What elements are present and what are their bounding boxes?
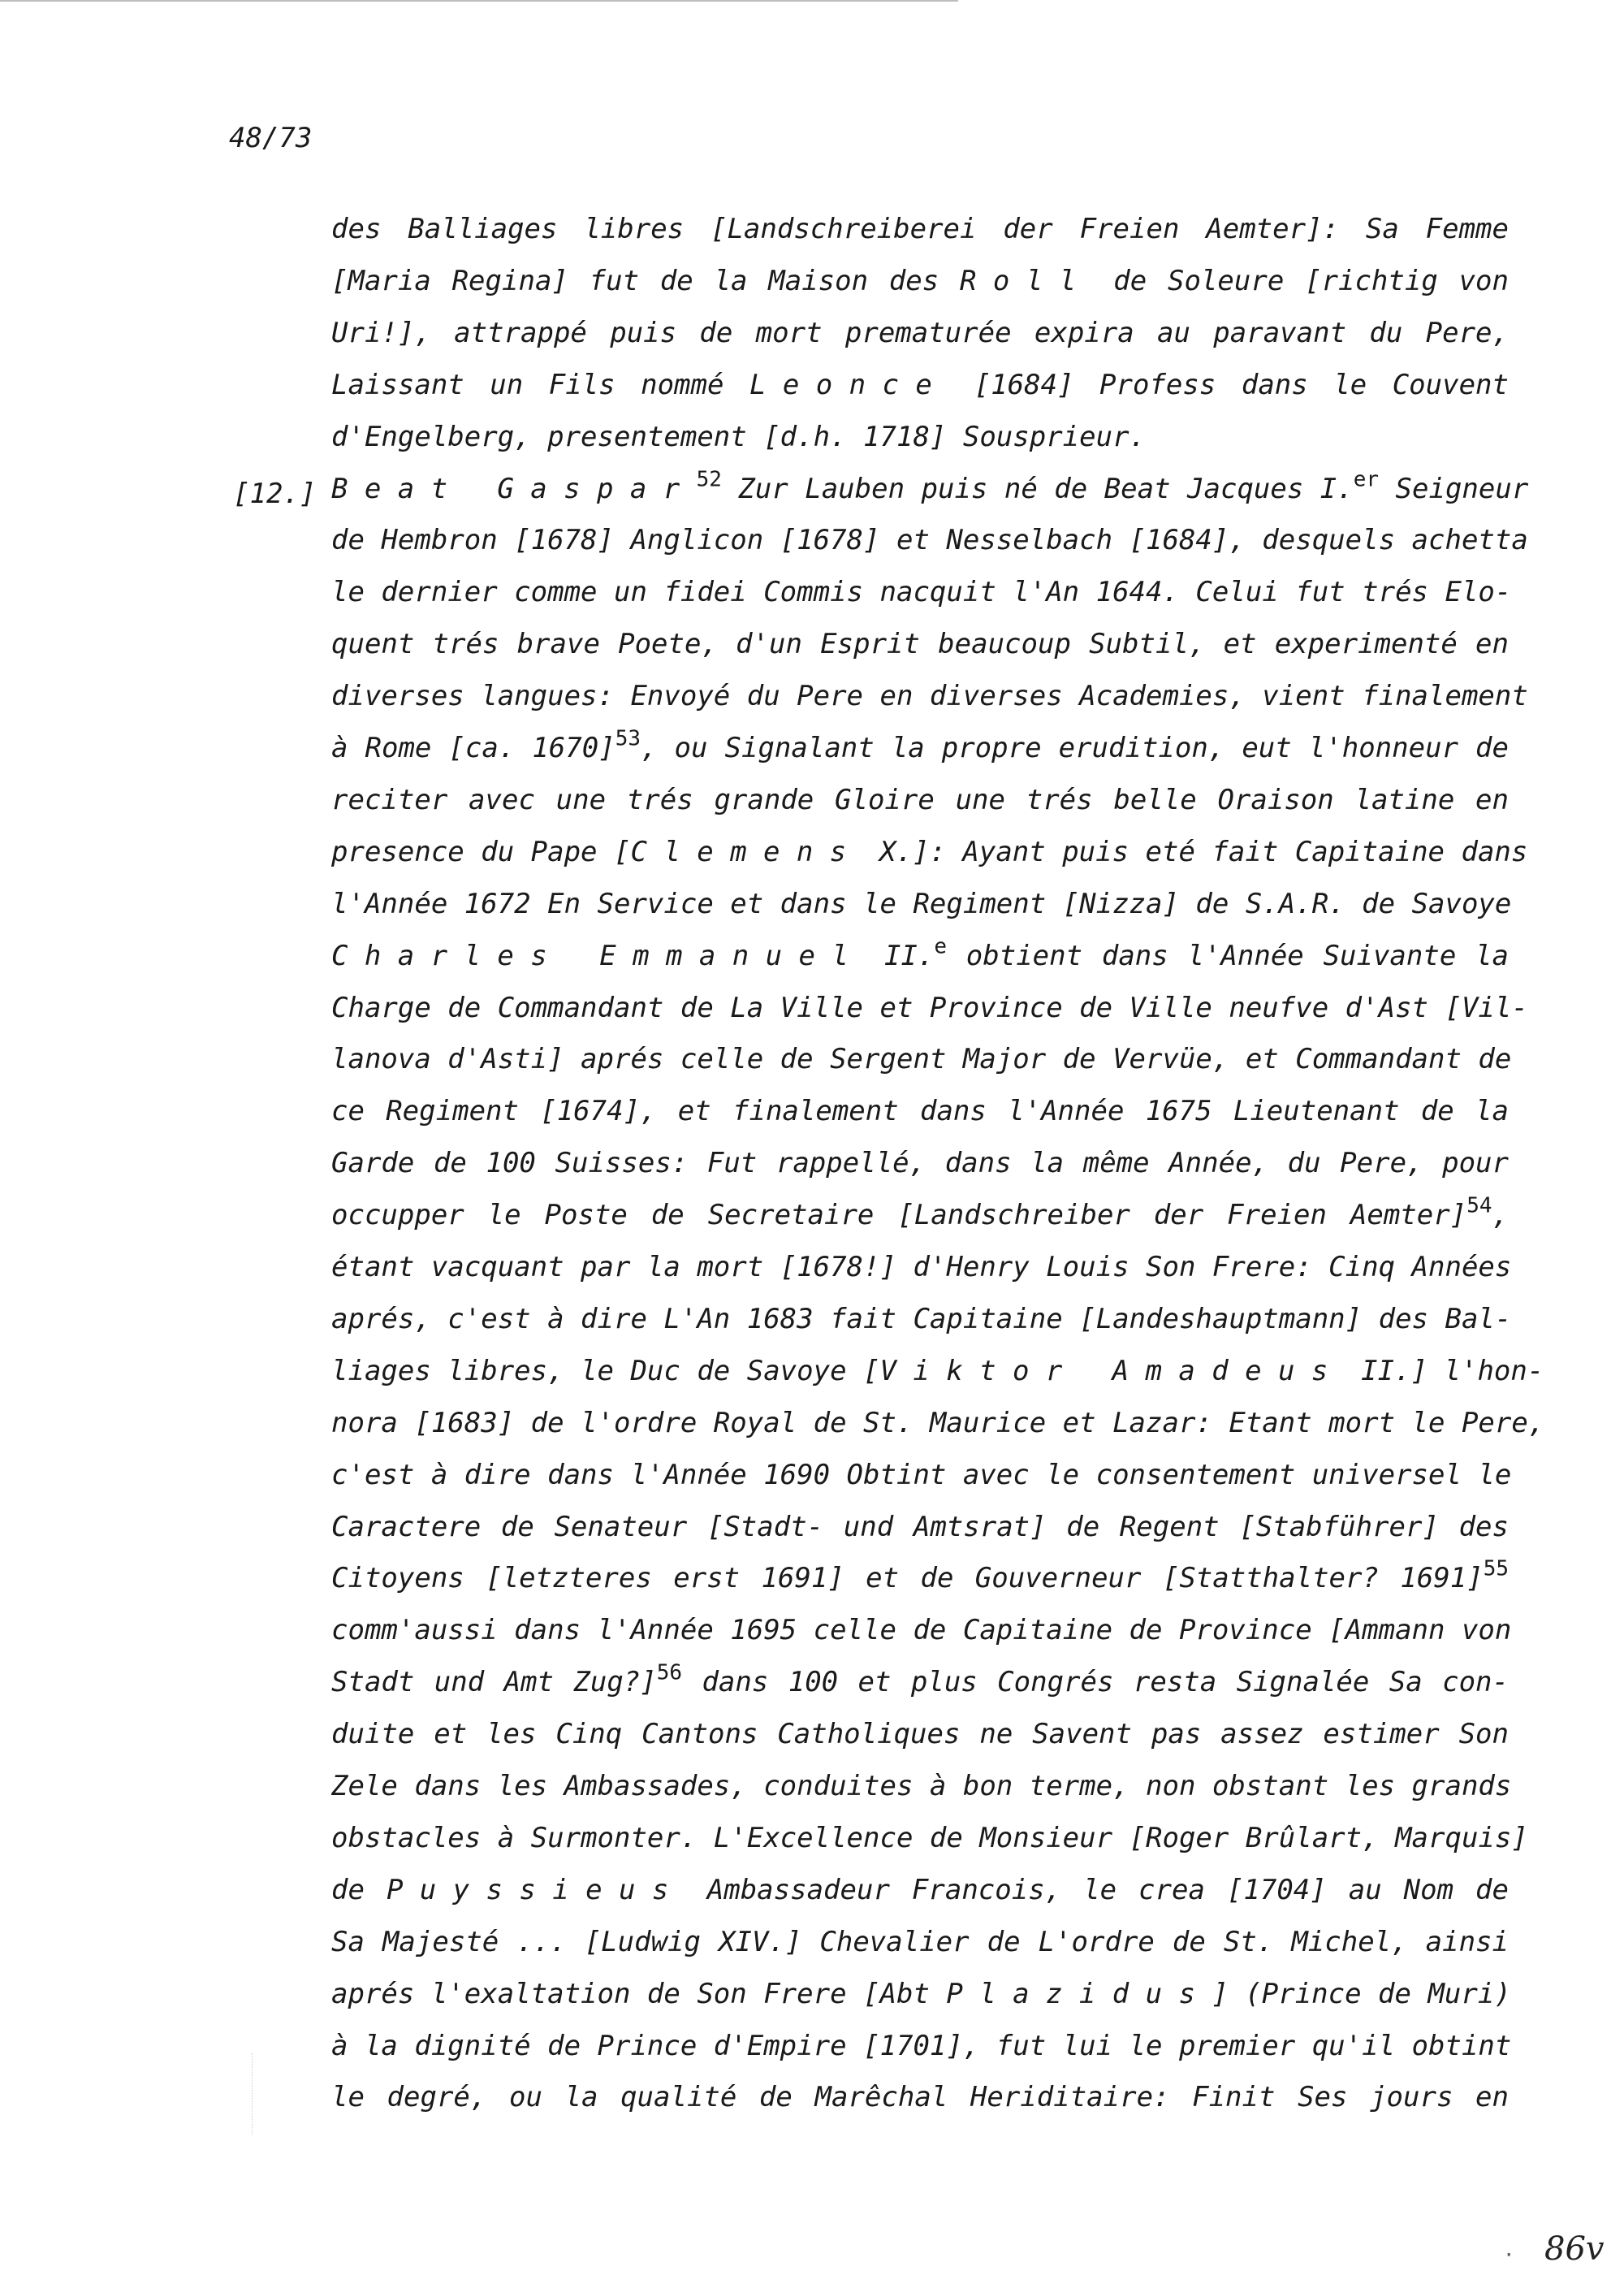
footnote-ref: 53 bbox=[615, 726, 641, 751]
text-span: Uri!], attrappé puis de mort prematurée expira au paravant du Pere, bbox=[331, 316, 1509, 349]
text-line bbox=[331, 835, 1528, 868]
text-line bbox=[331, 1510, 1509, 1543]
text-span: Zele dans les Ambassades, conduites à bon terme, non obstant les grands bbox=[331, 1770, 1512, 1802]
footnote-ref: e bbox=[934, 934, 948, 959]
text-span: c'est à dire dans l'Année 1690 Obtint avec le consentement universel le bbox=[331, 1458, 1512, 1491]
text-line bbox=[331, 576, 1512, 609]
text-span: aprés, c'est à dire L'An 1683 fait Capitaine [Landeshauptmann] des Bal- bbox=[331, 1302, 1512, 1335]
text-span: Laissant un Fils nommé bbox=[331, 368, 749, 401]
text-line bbox=[331, 1302, 1512, 1335]
text-span: étant vacquant par la mort [1678!] d'Henry Louis Son Frere: Cinq Années bbox=[331, 1251, 1512, 1283]
margin-mark bbox=[252, 2053, 264, 2135]
text-line bbox=[331, 264, 1509, 297]
text-line bbox=[331, 368, 1509, 401]
text-span: Garde de 100 Suisses: Fut rappellé, dans la même Année, du Pere, pour bbox=[331, 1147, 1509, 1180]
top-edge-rule bbox=[0, 0, 958, 2]
text-line bbox=[331, 1925, 1509, 1958]
text-span: Sa Majesté ... [Ludwig XIV.] Chevalier de L'ordre de St. Michel, ainsi bbox=[331, 1925, 1509, 1958]
text-line bbox=[331, 420, 1509, 453]
text-span: Citoyens [letzteres erst 1691] et de Gouverneur [Statthalter? 1691] bbox=[331, 1562, 1484, 1595]
text-span: diverses langues: Envoyé du Pere en diverses Academies, vient finalement bbox=[331, 680, 1528, 713]
text-span: , ou Signalant la propre erudition, eut l'honneur de bbox=[641, 732, 1509, 764]
text-span: l'Année 1672 En Service et dans le Regiment [Nizza] de S.A.R. de Savoye bbox=[331, 887, 1512, 920]
text-span: [Maria Regina] fut de la Maison des bbox=[331, 264, 961, 297]
text-line bbox=[331, 628, 1509, 661]
text-line bbox=[331, 726, 1509, 764]
text-span: de bbox=[331, 1873, 387, 1906]
paragraph-number: [12.] bbox=[233, 478, 317, 510]
text-line bbox=[331, 467, 1529, 505]
footnote-ref: er bbox=[1353, 467, 1380, 492]
text-line bbox=[331, 1660, 1509, 1699]
text-span: Charge de Commandant de La Ville et Province de Ville neufve d'Ast [Vil- bbox=[331, 991, 1528, 1024]
text-line bbox=[331, 1977, 1511, 2010]
text-span: duite et les Cinq Cantons Catholiques ne Savent pas assez estimer Son bbox=[331, 1718, 1509, 1751]
text-span: II.] l'hon- bbox=[1344, 1354, 1544, 1387]
spaced-name: Beat Gaspar bbox=[331, 472, 697, 505]
text-line bbox=[331, 1873, 1509, 1906]
text-span: comm'aussi dans l'Année 1695 celle de Capitaine de Province [Ammann von bbox=[331, 1614, 1512, 1647]
spaced-name: Viktor Amadeus bbox=[879, 1354, 1345, 1387]
text-line bbox=[331, 1718, 1509, 1751]
text-span: reciter avec une trés grande Gloire une trés belle Oraison latine en bbox=[331, 783, 1509, 816]
margin-dot: · bbox=[1503, 2243, 1515, 2266]
text-span: Ambassadeur Francois, le crea [1704] au Nom de bbox=[685, 1873, 1509, 1906]
text-span: liages libres, le Duc de Savoye [ bbox=[331, 1354, 880, 1387]
text-span: presence du Pape [ bbox=[331, 835, 631, 868]
text-line bbox=[331, 2081, 1509, 2114]
text-line bbox=[331, 680, 1528, 713]
text-span: nora [1683] de l'ordre Royal de St. Maurice et Lazar: Etant mort le Pere, bbox=[331, 1406, 1545, 1439]
text-line bbox=[331, 1406, 1545, 1439]
text-line bbox=[331, 887, 1512, 920]
text-span: d'Engelberg, presentement [d.h. 1718] Sousprieur. bbox=[331, 420, 1147, 453]
text-span: lanova d'Asti] aprés celle de Sergent Major de Vervüe, et Commandant de bbox=[331, 1043, 1512, 1076]
text-span: X.]: Ayant puis eté fait Capitaine dans bbox=[862, 835, 1528, 868]
spaced-name: Puyssieus bbox=[386, 1873, 685, 1906]
text-span: , bbox=[1492, 1199, 1509, 1232]
folio-note: 86v bbox=[1544, 2230, 1605, 2268]
text-line bbox=[331, 783, 1509, 816]
text-span: le dernier comme un fidei Commis nacquit l'An 1644. Celui fut trés Elo- bbox=[331, 576, 1512, 609]
text-line bbox=[331, 1095, 1509, 1128]
text-line bbox=[331, 991, 1528, 1024]
page-number: 48/73 bbox=[229, 122, 313, 154]
footnote-ref: 52 bbox=[696, 467, 722, 492]
text-span: ce Regiment [1674], et finalement dans l'Année 1675 Lieutenant de la bbox=[331, 1095, 1509, 1128]
text-line bbox=[331, 316, 1509, 349]
text-line bbox=[331, 1193, 1509, 1232]
spaced-name: Clemens bbox=[630, 835, 863, 868]
text-span: de Hembron [1678] Anglicon [1678] et Nesselbach [1684], desquels achetta bbox=[331, 524, 1528, 557]
text-span: le degré, ou la qualité de Marêchal Heriditaire: Finit Ses jours en bbox=[331, 2081, 1509, 2114]
text-span: [1684] Profess dans le Couvent bbox=[948, 368, 1509, 401]
text-line bbox=[331, 1458, 1512, 1491]
text-span: dans 100 et plus Congrés resta Signalée Sa con- bbox=[682, 1666, 1509, 1699]
text-span: Stadt und Amt Zug?] bbox=[331, 1666, 657, 1699]
text-line bbox=[331, 1770, 1512, 1802]
text-line bbox=[331, 1354, 1544, 1387]
text-line bbox=[331, 1557, 1509, 1595]
spaced-name: Charles Emmanuel bbox=[331, 939, 866, 972]
text-span: obtient dans l'Année Suivante la bbox=[947, 939, 1509, 972]
text-span: à Rome [ca. 1670] bbox=[331, 732, 615, 764]
text-span: Caractere de Senateur [Stadt- und Amtsrat] de Regent [Stabführer] des bbox=[331, 1510, 1509, 1543]
spaced-name: Leonce bbox=[749, 368, 949, 401]
text-span: quent trés brave Poete, d'un Esprit beaucoup Subtil, et experimenté en bbox=[331, 628, 1509, 661]
spaced-name: Plazidus bbox=[946, 1977, 1212, 2010]
text-span: occupper le Poste de Secretaire [Landschreiber der Freien Aemter] bbox=[331, 1199, 1467, 1232]
text-span: obstacles à Surmonter. L'Excellence de Monsieur [Roger Brûlart, Marquis] bbox=[331, 1821, 1528, 1854]
text-line bbox=[331, 1147, 1509, 1180]
text-line bbox=[331, 1614, 1512, 1647]
text-line bbox=[331, 2029, 1512, 2062]
text-span: de Soleure [richtig von bbox=[1092, 264, 1509, 297]
text-line bbox=[331, 215, 1509, 243]
text-span: Zur Lauben puis né de Beat Jacques I. bbox=[721, 472, 1354, 505]
text-line bbox=[331, 1251, 1512, 1283]
text-line bbox=[331, 934, 1509, 972]
text-span: Seigneur bbox=[1379, 472, 1529, 505]
text-line bbox=[331, 1043, 1512, 1076]
footnote-ref: 54 bbox=[1466, 1193, 1492, 1218]
footnote-ref: 56 bbox=[656, 1660, 683, 1685]
text-line bbox=[331, 1821, 1528, 1854]
text-span: ] (Prince de Muri) bbox=[1212, 1977, 1511, 2010]
spaced-name: Roll bbox=[960, 264, 1093, 297]
text-line bbox=[331, 524, 1528, 557]
text-span: II. bbox=[865, 939, 935, 972]
footnote-ref: 55 bbox=[1483, 1557, 1509, 1582]
text-span: aprés l'exaltation de Son Frere [Abt bbox=[331, 1977, 947, 2010]
text-span: des Balliages libres [Landschreiberei der Freien Aemter]: Sa Femme bbox=[331, 213, 1509, 245]
text-span: à la dignité de Prince d'Empire [1701], fut lui le premier qu'il obtint bbox=[331, 2029, 1512, 2062]
